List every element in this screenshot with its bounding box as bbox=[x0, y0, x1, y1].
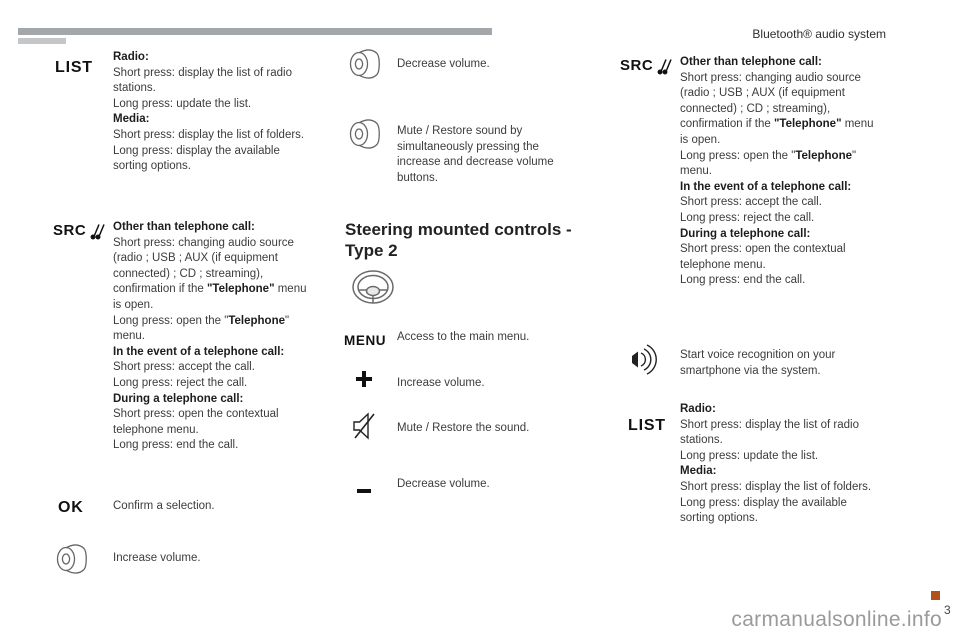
mute-speaker-icon bbox=[350, 410, 380, 447]
page-number: 3 bbox=[944, 603, 951, 617]
src-label: SRC bbox=[620, 57, 654, 74]
page-title: Bluetooth® audio system bbox=[752, 27, 886, 41]
src-label: SRC bbox=[53, 222, 87, 239]
src-button-icon bbox=[53, 222, 106, 240]
voice-recognition-caption: Start voice recognition on your smartphone via the system. bbox=[680, 349, 836, 377]
plus-icon bbox=[355, 370, 373, 393]
top-decorative-bar-short bbox=[18, 38, 66, 44]
src-button-icon bbox=[620, 57, 673, 75]
music-notes-icon bbox=[88, 222, 106, 240]
minus-icon bbox=[356, 481, 372, 499]
menu-caption: Access to the main menu. bbox=[397, 331, 530, 343]
decrease-volume-caption: Decrease volume. bbox=[397, 58, 490, 70]
src-description: Other than telephone call: Short press: changing audio source (radio ; USB ; AUX (if equipment connected) ; CD ; streaming), confirmation if the "Telephone" menu is open. Long press: open the "Telephone" menu. In the event of a telephone call: Short press: accept the call. Long press: reject the call. During a telephone call: Short press: open the contextual telephone menu. Long press: end the call. bbox=[680, 56, 874, 287]
section-heading: Steering mounted controls - Type 2 bbox=[345, 220, 572, 260]
speaker-icon bbox=[346, 116, 384, 157]
voice-recognition-icon bbox=[626, 340, 662, 381]
ok-button-label: OK bbox=[58, 499, 84, 516]
menu-button-label: MENU bbox=[344, 333, 387, 348]
src-description: Other than telephone call: Short press: changing audio source (radio ; USB ; AUX (if equipment connected) ; CD ; streaming), confirmation if the "Telephone" menu is open. Long press: open the "Telephone" menu. In the event of a telephone call: Short press: accept the call. Long press: reject the call. During a telephone call: Short press: open the contextual telephone menu. Long press: end the call. bbox=[113, 221, 307, 452]
speaker-icon bbox=[346, 46, 384, 87]
steering-wheel-icon bbox=[350, 268, 396, 313]
minus-decrease-caption: Decrease volume. bbox=[397, 478, 490, 490]
speaker-icon bbox=[53, 541, 91, 582]
ok-caption: Confirm a selection. bbox=[113, 500, 215, 512]
watermark: carmanualsonline.info bbox=[731, 608, 942, 631]
section-color-marker bbox=[931, 591, 940, 600]
list-description: Radio: Short press: display the list of radio stations. Long press: update the list. Media: Short press: display the list of folders. Long press: display the available sorting options. bbox=[680, 403, 872, 525]
list-description: Radio: Short press: display the list of radio stations. Long press: update the list. Media: Short press: display the list of folders. Long press: display the available sorting options. bbox=[113, 51, 305, 173]
list-button-label: LIST bbox=[628, 417, 666, 434]
increase-volume-caption: Increase volume. bbox=[113, 552, 201, 564]
mute-sound-caption: Mute / Restore the sound. bbox=[397, 422, 530, 434]
list-button-label: LIST bbox=[55, 59, 93, 76]
plus-increase-caption: Increase volume. bbox=[397, 377, 485, 389]
mute-restore-caption: Mute / Restore sound by simultaneously pressing the increase and decrease volume buttons. bbox=[397, 125, 554, 184]
top-decorative-bar-long bbox=[18, 28, 492, 35]
music-notes-icon bbox=[655, 57, 673, 75]
